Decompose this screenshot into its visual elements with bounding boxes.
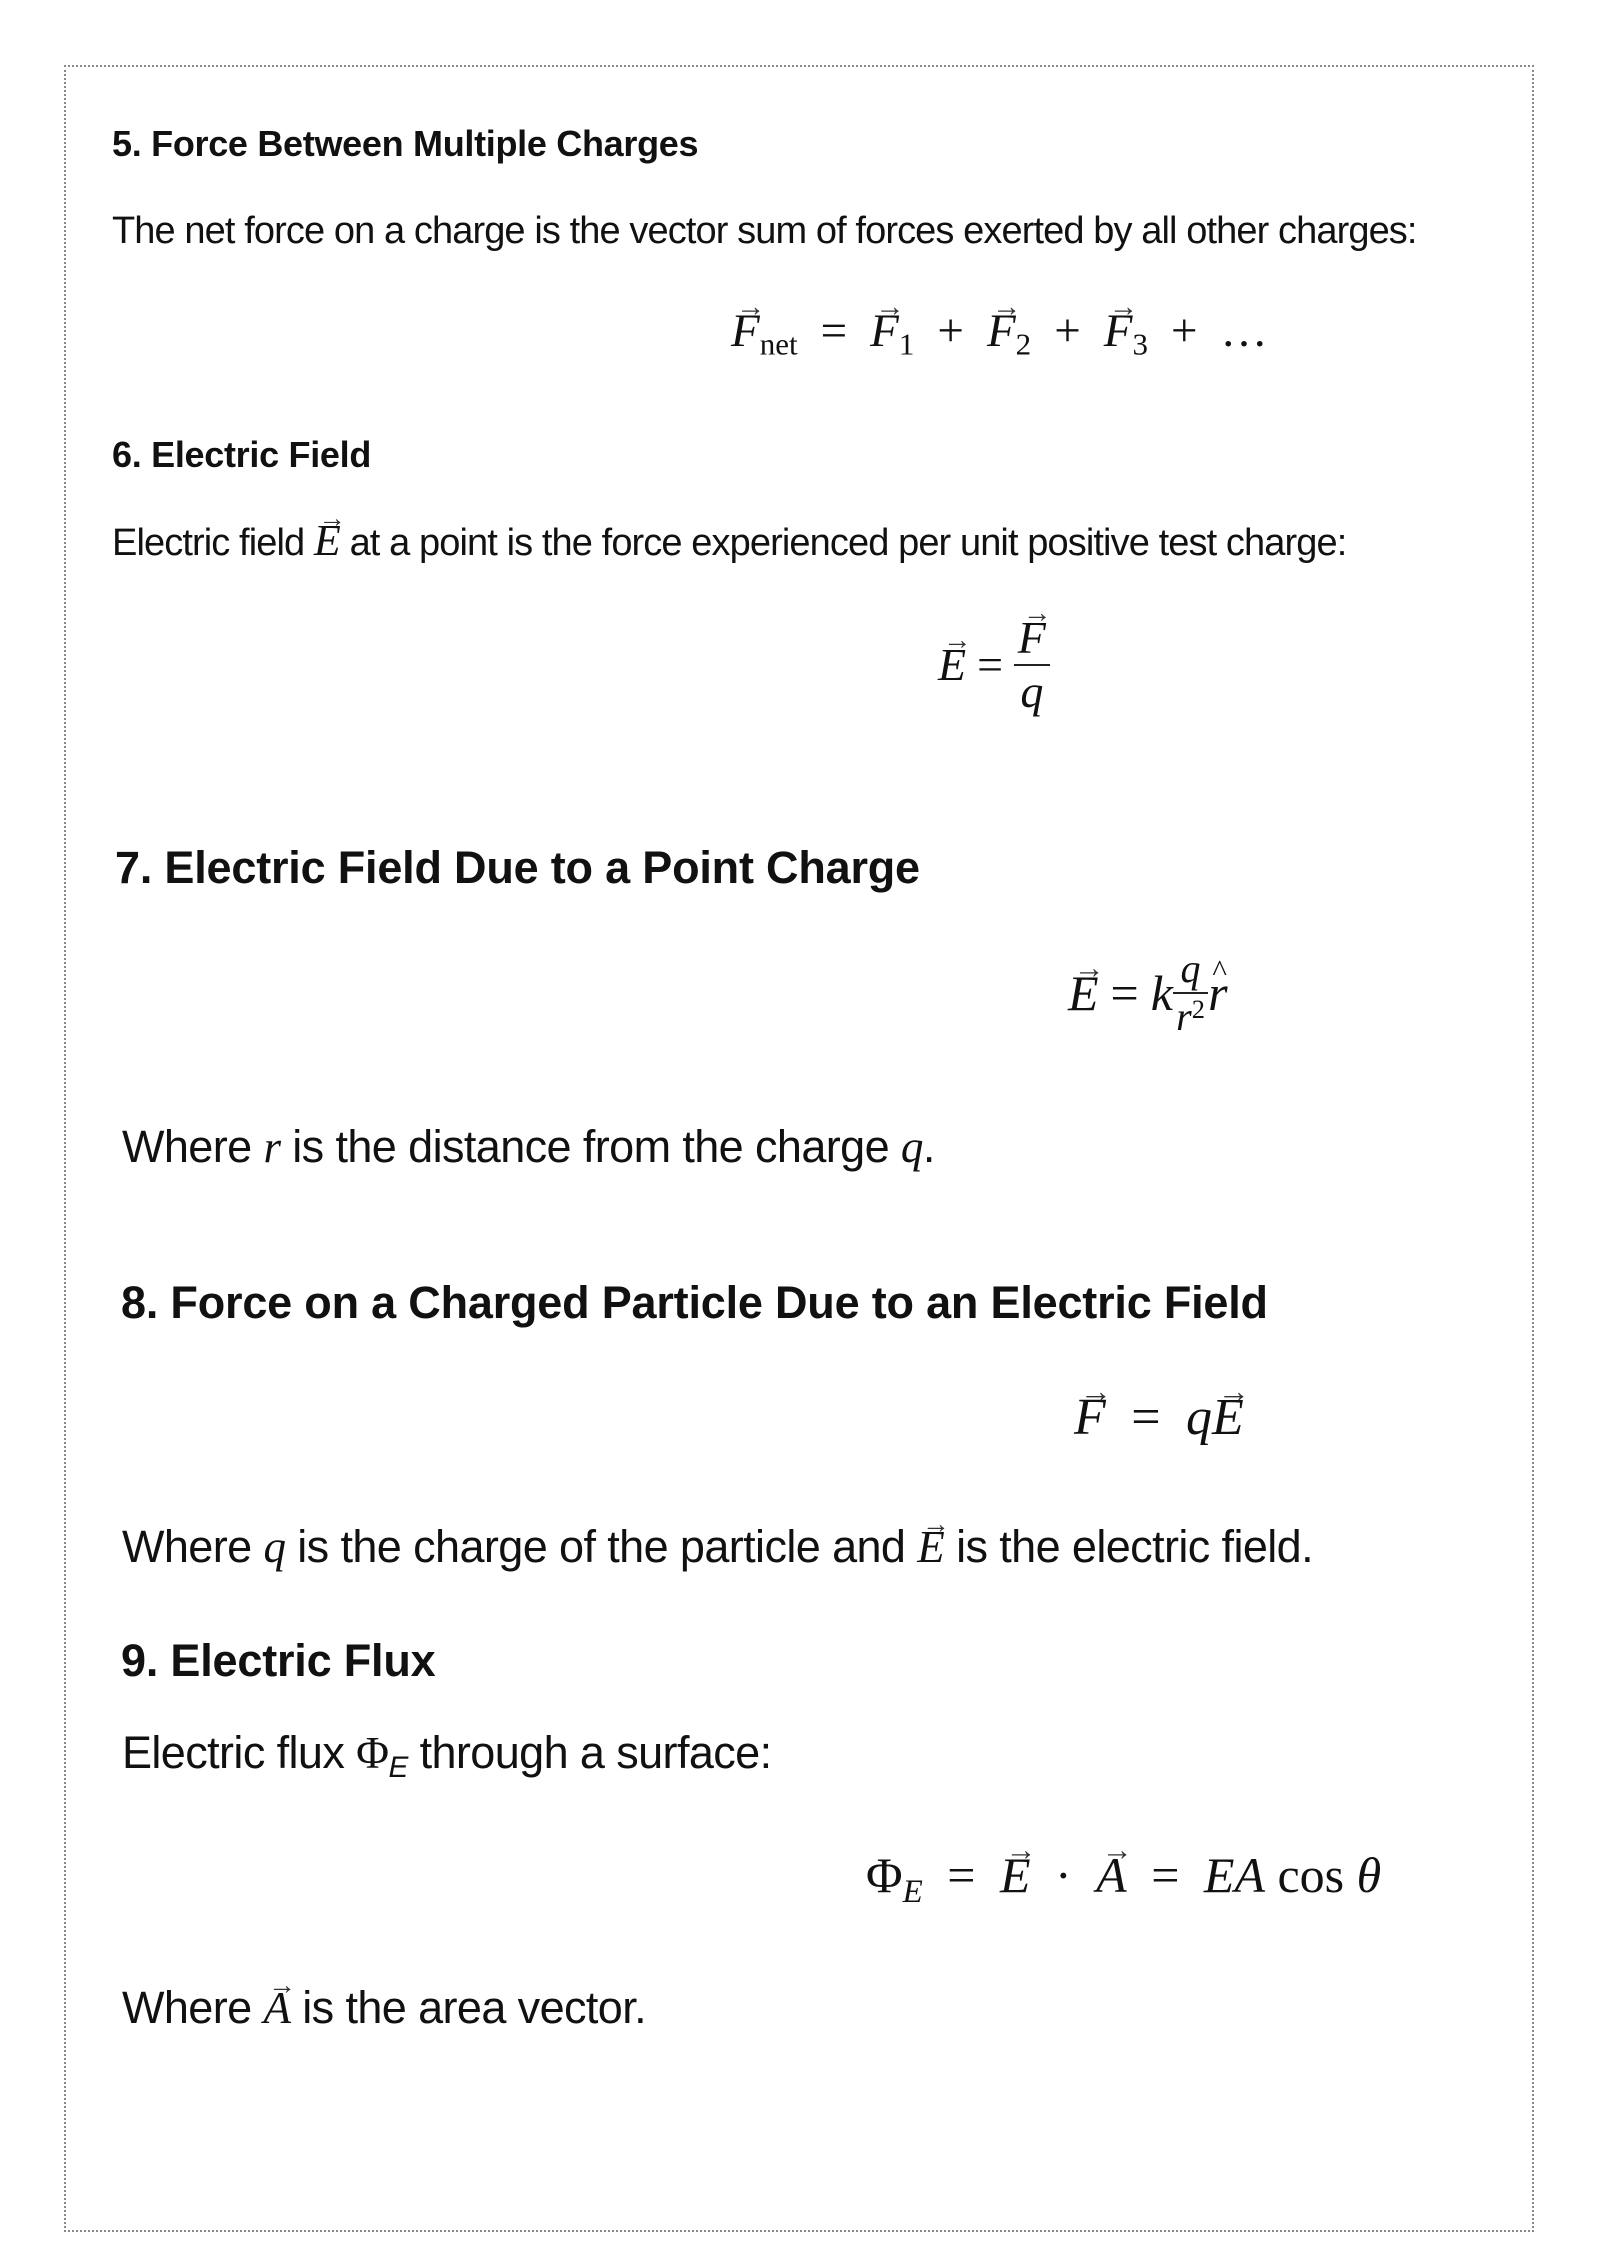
section-7-heading: 7. Electric Field Due to a Point Charge [115, 842, 920, 893]
unit-vector-r-hat: ^ r [1208, 968, 1227, 1018]
vector-f2: → F [987, 308, 1016, 355]
symbol-phi: Φ [866, 1847, 903, 1903]
text-fragment: . [922, 1121, 935, 1172]
vector-f: → F [1074, 1392, 1106, 1444]
vector-a: → A [263, 1986, 290, 2031]
vector-e: → E [1212, 1392, 1244, 1444]
section-6-heading: 6. Electric Field [112, 434, 372, 475]
constant-k: k [1150, 965, 1173, 1021]
formula-force-in-field [1074, 1389, 1244, 1446]
vector-e: → E [314, 519, 340, 563]
ellipsis: … [1220, 305, 1268, 357]
text-fragment: Where [122, 1521, 252, 1572]
formula-electric-flux [866, 1847, 1382, 1910]
formula-electric-field [938, 614, 1050, 717]
symbol-q: q [1020, 666, 1044, 718]
formula-point-charge-field [1068, 948, 1228, 1038]
section-7-note [122, 1121, 935, 1172]
subscript-1: 1 [898, 326, 915, 362]
text-fragment: Electric flux [122, 1727, 345, 1778]
text-fragment: is the area vector. [302, 1982, 647, 2033]
section-9-heading: 9. Electric Flux [121, 1635, 436, 1686]
symbol-r: r [263, 1122, 281, 1172]
plus-sign: + [1054, 305, 1081, 357]
symbol-e: E [1203, 1847, 1235, 1903]
text-fragment: through a surface: [419, 1727, 772, 1778]
plus-sign: + [1170, 305, 1198, 357]
equals-sign: = [977, 639, 1004, 691]
vector-f3: → F [1104, 308, 1133, 355]
symbol-q: q [1186, 1389, 1213, 1446]
exponent-2: 2 [1191, 994, 1205, 1025]
subscript-e: E [388, 1750, 408, 1784]
equals-sign: = [1131, 1389, 1161, 1446]
dot-product: · [1054, 1847, 1072, 1903]
text-fragment: is the distance from the charge [292, 1121, 890, 1172]
vector-e: → E [1000, 1850, 1031, 1900]
section-8-heading: 8. Force on a Charged Particle Due to an Electric Field [121, 1277, 1268, 1328]
text-fragment: at a point is the force experienced per unit positive test charge: [349, 522, 1347, 564]
vector-e: → E [938, 642, 966, 688]
text-fragment: is the charge of the particle and [297, 1521, 906, 1572]
section-9-text [122, 1727, 772, 1784]
equals-sign: = [820, 305, 848, 357]
equals-sign: = [1110, 965, 1139, 1021]
cosine: cos [1277, 1847, 1345, 1903]
fraction [1173, 948, 1208, 1038]
symbol-phi: Φ [356, 1728, 389, 1778]
section-6-text [112, 516, 1347, 565]
subscript-3: 3 [1132, 326, 1148, 362]
section-5-text: The net force on a charge is the vector sum of forces exerted by all other charges: [112, 210, 1417, 252]
vector-a: → A [1096, 1850, 1127, 1900]
section-8-note [122, 1521, 1314, 1572]
vector-f-net: → F [731, 308, 760, 355]
symbol-q: q [900, 1122, 923, 1172]
symbol-r: r [1176, 994, 1192, 1039]
vector-e: → E [1068, 968, 1099, 1018]
equals-sign: = [1151, 1847, 1180, 1903]
subscript-2: 2 [1015, 326, 1032, 362]
vector-f1: → F [870, 308, 899, 355]
symbol-a: A [1234, 1847, 1265, 1903]
symbol-q: q [263, 1522, 286, 1572]
text-fragment: Where [122, 1121, 252, 1172]
formula-net-force [731, 305, 1268, 362]
section-5-heading: 5. Force Between Multiple Charges [112, 123, 699, 164]
symbol-q: q [1180, 946, 1201, 991]
text-fragment: Where [122, 1982, 252, 2033]
symbol-theta: θ [1356, 1847, 1382, 1903]
vector-e: → E [917, 1525, 944, 1570]
fraction [1014, 614, 1049, 717]
subscript-e: E [902, 1873, 923, 1910]
section-9-note [122, 1982, 647, 2033]
text-fragment: Electric field [112, 522, 305, 564]
vector-f: → F [1018, 614, 1046, 662]
equals-sign: = [947, 1847, 976, 1903]
subscript-net: net [759, 326, 798, 362]
text-fragment: is the electric field. [956, 1521, 1314, 1572]
plus-sign: + [937, 305, 964, 357]
